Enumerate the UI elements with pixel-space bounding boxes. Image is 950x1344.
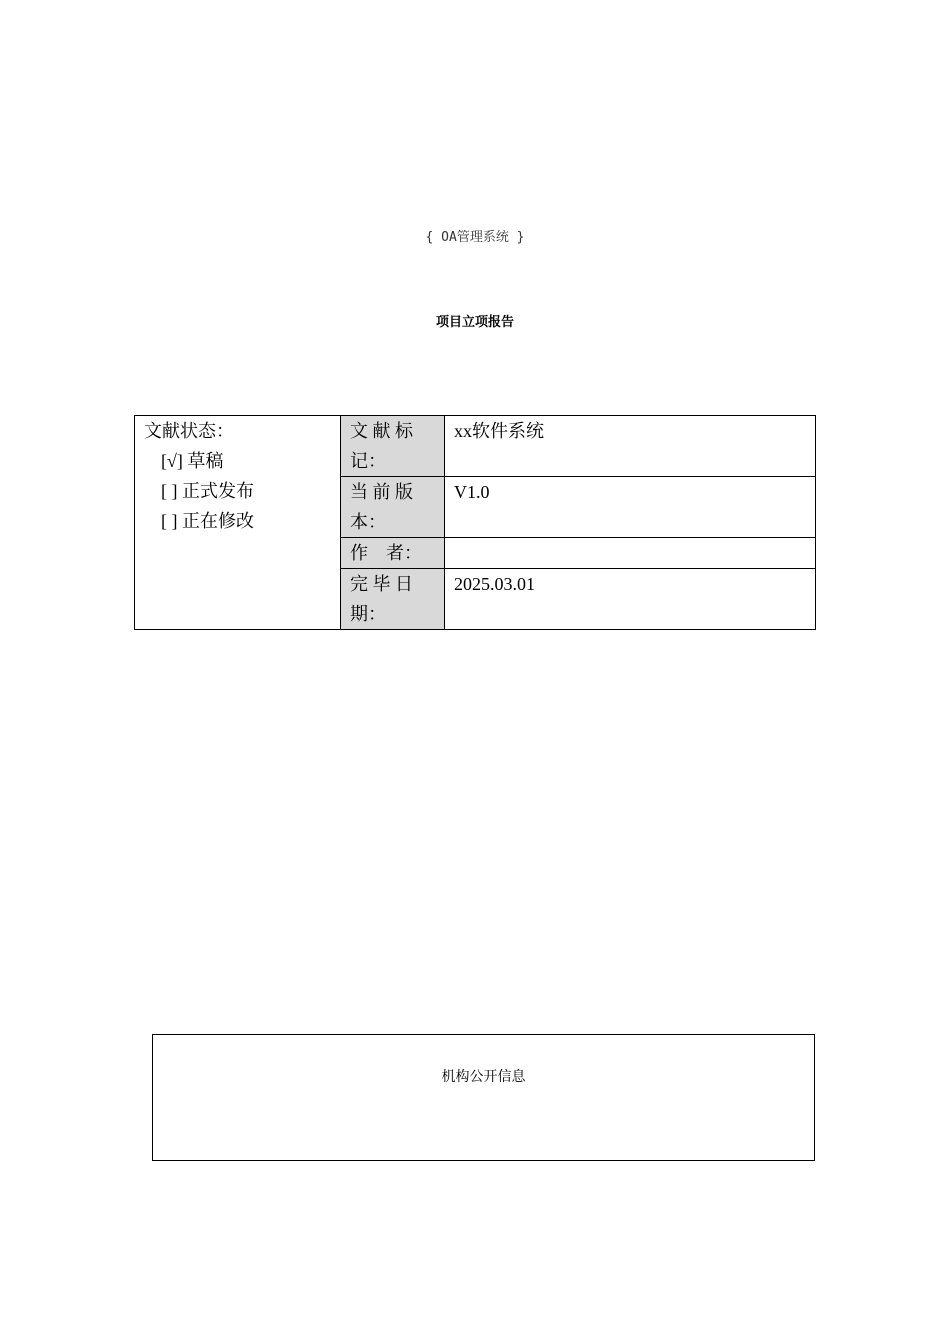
doc-id-label-line2: 记： xyxy=(350,451,386,471)
version-label-line1: 当 前 版 xyxy=(350,482,413,502)
document-info-table xyxy=(134,415,816,630)
version-value: V1.0 xyxy=(445,477,816,538)
completion-date-label-line2: 期： xyxy=(350,604,386,624)
version-label xyxy=(341,477,445,538)
document-title: 项目立项报告 xyxy=(435,315,514,330)
status-option-draft: [√] 草稿 xyxy=(161,451,224,471)
completion-date-value: 2025.03.01 xyxy=(445,569,816,630)
completion-date-label xyxy=(341,569,445,630)
document-status-cell xyxy=(135,416,341,630)
doc-id-label-line1: 文 献 标 xyxy=(350,421,413,441)
document-status-label: 文献状态： xyxy=(144,421,234,441)
status-option-published: [ ] 正式发布 xyxy=(161,481,254,501)
completion-date-label-line1: 完 毕 日 xyxy=(350,574,413,594)
author-label-line1: 作 者： xyxy=(350,543,422,563)
author-value xyxy=(445,538,816,569)
status-option-revising: [ ] 正在修改 xyxy=(161,511,254,531)
doc-id-label xyxy=(341,416,445,477)
public-info-text: 机构公开信息 xyxy=(441,1069,526,1085)
author-label xyxy=(341,538,445,569)
version-label-line2: 本： xyxy=(350,512,386,532)
public-info-box xyxy=(152,1034,815,1161)
doc-id-value: xx软件系统 xyxy=(445,416,816,477)
system-name: { OA管理系统 } xyxy=(425,230,525,245)
